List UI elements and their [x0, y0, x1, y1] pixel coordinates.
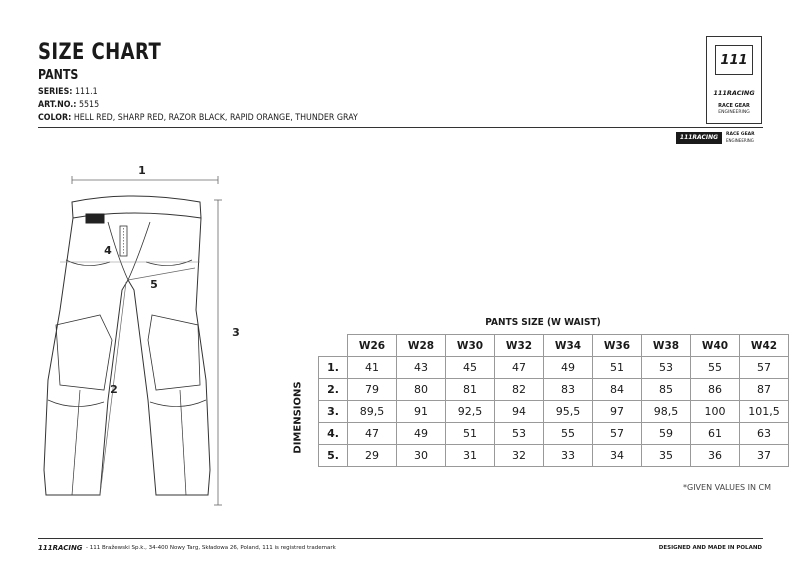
- row-label: 3.: [319, 401, 348, 423]
- pants-diagram: [0, 150, 260, 520]
- table-cell: 57: [593, 423, 642, 445]
- footer-divider: [38, 538, 763, 539]
- table-cell: 79: [348, 379, 397, 401]
- table-cell: 61: [691, 423, 740, 445]
- table-corner: [319, 335, 348, 357]
- column-header: W32: [495, 335, 544, 357]
- table-cell: 49: [397, 423, 446, 445]
- table-row: [319, 423, 789, 445]
- table-row: [319, 445, 789, 467]
- column-header: W26: [348, 335, 397, 357]
- pants-outline: [44, 218, 210, 495]
- table-cell: 35: [642, 445, 691, 467]
- header-divider: [38, 127, 763, 128]
- product-type: PANTS: [38, 68, 79, 83]
- table-cell: 49: [544, 357, 593, 379]
- strip-tagline: [724, 132, 763, 144]
- table-cell: 82: [495, 379, 544, 401]
- table-cell: 47: [348, 423, 397, 445]
- table-cell: 91: [397, 401, 446, 423]
- table-cell: 55: [691, 357, 740, 379]
- table-cell: 55: [544, 423, 593, 445]
- table-cell: 83: [544, 379, 593, 401]
- table-cell: 29: [348, 445, 397, 467]
- dim-label-4: 4: [104, 244, 112, 257]
- brand-strip: [676, 132, 763, 144]
- footer-address: - 111 Bražewski Sp.k., 34-400 Nowy Targ, Składowa 26, Poland, 111 is registred trademark: [86, 545, 336, 551]
- strip-tagline-1: RACE GEAR: [726, 132, 755, 137]
- column-header: W36: [593, 335, 642, 357]
- article-line: [38, 100, 99, 110]
- series-line: [38, 87, 98, 97]
- table-row: [319, 357, 789, 379]
- article-value: 5515: [78, 100, 100, 110]
- table-cell: 94: [495, 401, 544, 423]
- logo-brand-name: 111RACING: [713, 89, 755, 97]
- table-header-row: [319, 335, 789, 357]
- table-heading: PANTS SIZE (W WAIST): [485, 317, 601, 328]
- color-line: [38, 113, 358, 123]
- article-label: ART.NO.:: [38, 100, 77, 110]
- logo-tagline-2: ENGINEERING: [718, 110, 750, 115]
- table-cell: 85: [642, 379, 691, 401]
- page-title: SIZE CHART: [38, 40, 162, 65]
- table-cell: 36: [691, 445, 740, 467]
- table-cell: 32: [495, 445, 544, 467]
- units-note: *GIVEN VALUES IN CM: [683, 483, 772, 492]
- strip-tagline-2: ENGINEERING: [726, 138, 754, 143]
- color-label: COLOR:: [38, 113, 72, 123]
- table-cell: 63: [740, 423, 789, 445]
- table-cell: 53: [495, 423, 544, 445]
- table-cell: 41: [348, 357, 397, 379]
- knee-panel-left: [56, 315, 112, 390]
- column-header: W38: [642, 335, 691, 357]
- table-cell: 53: [642, 357, 691, 379]
- table-cell: 98,5: [642, 401, 691, 423]
- table-cell: 89,5: [348, 401, 397, 423]
- table-cell: 43: [397, 357, 446, 379]
- table-cell: 81: [446, 379, 495, 401]
- table-row: [319, 379, 789, 401]
- row-label: 1.: [319, 357, 348, 379]
- color-value: HELL RED, SHARP RED, RAZOR BLACK, RAPID ORANGE, THUNDER GRAY: [73, 113, 358, 123]
- dim-label-2: 2: [110, 383, 118, 396]
- table-cell: 86: [691, 379, 740, 401]
- table-cell: 101,5: [740, 401, 789, 423]
- row-label: 2.: [319, 379, 348, 401]
- table-cell: 84: [593, 379, 642, 401]
- column-header: W40: [691, 335, 740, 357]
- column-header: W30: [446, 335, 495, 357]
- table-cell: 30: [397, 445, 446, 467]
- row-label: 5.: [319, 445, 348, 467]
- row-label: 4.: [319, 423, 348, 445]
- dimensions-label: DIMENSIONS: [292, 381, 304, 454]
- series-value: 111.1: [74, 87, 98, 97]
- table-cell: 47: [495, 357, 544, 379]
- logo-tagline-1: RACE GEAR: [718, 103, 750, 109]
- table-row: [319, 401, 789, 423]
- table-cell: 95,5: [544, 401, 593, 423]
- size-table: [318, 334, 789, 467]
- table-cell: 51: [446, 423, 495, 445]
- dim-label-1: 1: [138, 164, 146, 177]
- table-cell: 37: [740, 445, 789, 467]
- strip-brand: 111RACING: [676, 132, 722, 144]
- logo-mark: [715, 45, 753, 75]
- table-cell: 97: [593, 401, 642, 423]
- series-label: SERIES:: [38, 87, 73, 97]
- brand-logo: [706, 36, 762, 124]
- column-header: W28: [397, 335, 446, 357]
- table-cell: 80: [397, 379, 446, 401]
- dim-label-5: 5: [150, 278, 158, 291]
- dim-label-3: 3: [232, 326, 240, 339]
- table-cell: 45: [446, 357, 495, 379]
- column-header: W34: [544, 335, 593, 357]
- table-cell: 87: [740, 379, 789, 401]
- table-cell: 92,5: [446, 401, 495, 423]
- footer-made-in: DESIGNED AND MADE IN POLAND: [658, 545, 762, 551]
- footer-brand: 111RACING: [38, 544, 83, 552]
- table-cell: 59: [642, 423, 691, 445]
- knee-panel-right: [148, 315, 200, 390]
- measure-line-5: [128, 268, 195, 280]
- table-cell: 57: [740, 357, 789, 379]
- table-cell: 34: [593, 445, 642, 467]
- table-cell: 31: [446, 445, 495, 467]
- column-header: W42: [740, 335, 789, 357]
- table-cell: 100: [691, 401, 740, 423]
- waist-buckle: [86, 214, 104, 223]
- logo-number: 111: [720, 53, 748, 68]
- table-cell: 51: [593, 357, 642, 379]
- table-cell: 33: [544, 445, 593, 467]
